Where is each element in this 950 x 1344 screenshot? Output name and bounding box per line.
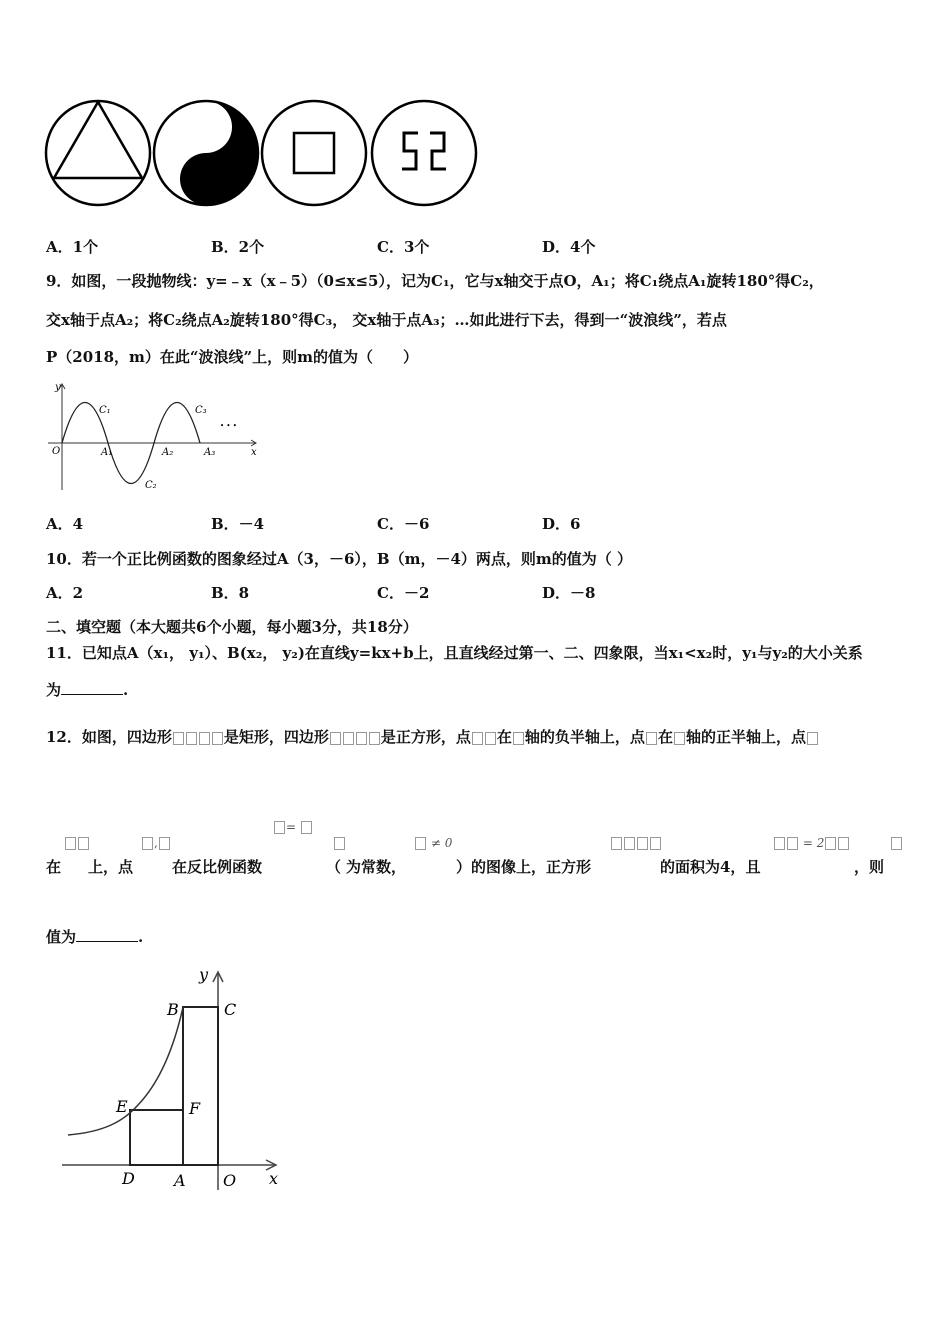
q9-wave-figure: [44, 380, 264, 495]
option-b[interactable]: B．－4: [211, 515, 265, 533]
label-o: O: [52, 446, 61, 457]
q12-text: 轴的正半轴上，点: [685, 728, 806, 746]
formula-placeholder: ,: [141, 836, 171, 850]
square-defa: [130, 1110, 183, 1165]
q12-row-2: [46, 856, 61, 877]
q12-text: 轴的负半轴上，点: [524, 728, 645, 746]
q12-text: 在: [46, 858, 62, 876]
q12-text: 为常数，: [346, 858, 407, 876]
circle-square-icon: [262, 101, 366, 205]
label-c3: C₃: [195, 405, 207, 416]
q12-figure: [58, 962, 293, 1197]
q12-text: 的面积为4，且: [660, 858, 761, 876]
q8-figure: [40, 96, 485, 211]
option-b[interactable]: B．8: [211, 584, 250, 602]
option-c[interactable]: C．－2: [377, 584, 430, 602]
option-d[interactable]: D．－8: [542, 584, 596, 602]
label-f: F: [189, 1099, 201, 1118]
q11-line-1: 11．已知点A（x₁， y₁）、B(x₂， y₂)在直线y=kx+b上，且直线经过第一、二、四象限，当x₁<x₂时，y₁与y₂的大小关系: [46, 644, 863, 662]
option-c[interactable]: C．3个: [377, 238, 430, 256]
formula-2: [414, 836, 452, 850]
q12-text: 上，点: [88, 858, 134, 876]
formula-text: ≠ 0: [430, 836, 453, 850]
option-a[interactable]: A．2: [46, 584, 84, 602]
option-a[interactable]: A．4: [46, 515, 84, 533]
section-heading: 二、填空题（本大题共6个小题，每小题3分，共18分）: [46, 618, 418, 636]
option-b[interactable]: B．2个: [211, 238, 265, 256]
q12-line-1: [46, 726, 819, 747]
q10-text: 10．若一个正比例函数的图象经过A（3，－6），B（m，－4）两点，则m的值为（ ）: [46, 550, 632, 568]
label-d: D: [122, 1169, 135, 1188]
q9-line-3: P（2018，m）在此“波浪线”上，则m的值为（ ）: [46, 348, 419, 366]
label-x: x: [251, 447, 257, 458]
label-e: E: [116, 1097, 128, 1116]
label-b: B: [167, 1000, 179, 1019]
q12-answer-prefix: 值为: [46, 928, 77, 946]
formula-placeholder: [64, 836, 90, 850]
formula-placeholder: [333, 836, 346, 850]
formula-placeholder: [610, 836, 662, 850]
circle-meander-icon: [372, 101, 476, 205]
q11-line-2: [46, 679, 128, 700]
q12-text: 12．如图，四边形: [46, 728, 172, 746]
label-c: C: [224, 1000, 237, 1019]
label-c1: C₁: [99, 405, 111, 416]
option-c[interactable]: C．－6: [377, 515, 430, 533]
option-d[interactable]: D．6: [542, 515, 581, 533]
q11-prefix: 为: [46, 681, 62, 699]
q12-text: 是正方形，点: [380, 728, 471, 746]
label-a1: A₁: [101, 447, 113, 458]
q12-text: 是矩形，四边形: [223, 728, 329, 746]
answer-blank[interactable]: [76, 927, 138, 942]
q12-text: ）的图像上，正方形: [456, 858, 592, 876]
label-x: x: [269, 1169, 279, 1188]
q12-text: ，则: [854, 858, 885, 876]
formula-3: [773, 836, 850, 850]
q9-line-1: 9．如图，一段抛物线：y=﹣x（x﹣5）（0≤x≤5），记为C₁，它与x轴交于点O，A₁；将C₁绕点A₁旋转180°得C₂，: [46, 272, 824, 290]
label-y: y: [55, 382, 61, 393]
rectangle-abco: [183, 1007, 218, 1165]
q12-text: 在反比例函数: [172, 858, 263, 876]
formula-1: [273, 820, 313, 834]
q12-answer: [46, 926, 143, 947]
q12-answer-suffix: .: [138, 928, 144, 946]
q12-text: 在: [496, 728, 512, 746]
q9-line-2: 交x轴于点A₂；将C₂绕点A₂旋转180°得C₃， 交x轴于点A₃；…如此进行下去，得到一“波浪线”，若点: [46, 311, 727, 329]
label-a: A: [174, 1171, 186, 1190]
q12-text: 在: [657, 728, 673, 746]
label-dots: • • •: [220, 422, 237, 430]
yin-yang-icon: [154, 101, 258, 205]
label-a3: A₃: [204, 447, 216, 458]
answer-blank[interactable]: [61, 680, 123, 695]
label-o: O: [223, 1171, 237, 1190]
formula-placeholder: [890, 836, 903, 850]
option-a[interactable]: A．1个: [46, 238, 99, 256]
q11-suffix: .: [123, 681, 129, 699]
formula-text: = 2: [802, 836, 825, 850]
circle-triangle-icon: [46, 101, 150, 205]
formula-text: =: [286, 820, 300, 834]
label-c2: C₂: [145, 480, 157, 491]
option-d[interactable]: D．4个: [542, 238, 596, 256]
q12-text: （: [326, 858, 342, 876]
label-a2: A₂: [162, 447, 174, 458]
label-y: y: [199, 965, 209, 984]
